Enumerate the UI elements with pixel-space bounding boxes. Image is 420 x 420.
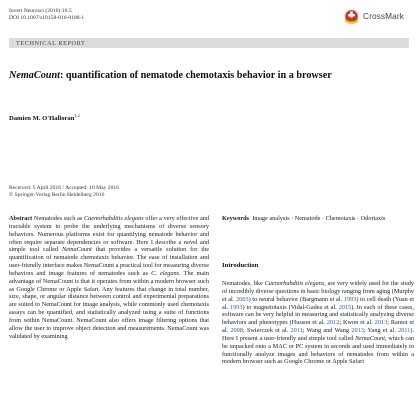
abstract-text: that provides a versatile solution for the quantification of nematode chemotaxis behavior. The ease of installation and user-friendly interface makes NemaCount a practical tool for measuring diverse behaviors and image features of nematodes such as — [9, 246, 209, 277]
intro-text: ). In each of these cases, software can be very helpful in measuring and statistically analyzing diverse behaviors and phenotypes (Husson et al. — [222, 303, 414, 327]
intro-text: ; Swierczek et al. — [242, 327, 291, 335]
title-app-name: NemaCount — [9, 70, 60, 81]
keywords-section — [222, 215, 412, 223]
journal-citation — [9, 8, 84, 22]
intro-text: Nematodes, like — [222, 280, 265, 287]
abstract-species: Caenorhabditis elegans — [84, 215, 144, 222]
received-accepted-dates: Received: 5 April 2016 / Accepted: 10 May 2016 — [9, 185, 119, 191]
citation-link[interactable]: 2013 — [374, 319, 388, 327]
citation-link[interactable]: 2008 — [230, 327, 243, 335]
report-type-label: TECHNICAL REPORT — [16, 39, 86, 47]
copyright-line: © Springer-Verlag Berlin Heidelberg 2016 — [9, 192, 105, 198]
citation-link[interactable]: 1993 — [343, 295, 357, 303]
abstract-section — [9, 215, 209, 341]
crossmark-label: CrossMark — [363, 11, 405, 21]
intro-text: ; Kwon et al. — [339, 319, 375, 327]
doi-line: DOI 10.1007/s10158-016-0188-1 — [9, 15, 85, 22]
introduction-paragraph — [222, 280, 414, 366]
report-type-bar — [9, 38, 409, 48]
crossmark-icon — [343, 8, 360, 25]
intro-text: ; Wang and Wang — [302, 327, 352, 335]
crossmark-badge[interactable] — [343, 8, 413, 26]
citation-link[interactable]: 2003 — [236, 295, 249, 303]
intro-text: ) to neural behavior (Bargmann et al. — [248, 295, 344, 303]
abstract-species: C. elegans — [151, 269, 180, 277]
author-affiliations: 1,2 — [74, 113, 80, 118]
citation-link[interactable]: 1993 — [230, 303, 243, 311]
keywords-label: Keywords — [222, 215, 250, 222]
citation-link[interactable]: 2015 — [338, 303, 352, 311]
abstract-text: Nematodes such as — [34, 215, 85, 222]
abstract-paragraph — [9, 215, 209, 341]
citation-link[interactable]: 2013 — [351, 327, 364, 335]
keywords-list: Image analysis · Nematode · Chemotaxis · Odortaxis — [252, 215, 386, 222]
received-dates-block — [9, 185, 119, 199]
intro-text: , are very widely used for the study of incredibly diverse questions in basic biology ranging from aging (Murphy et al. — [222, 280, 414, 303]
abstract-app-name: NemaCount — [61, 246, 92, 254]
author-name: Damien M. O'Halloran — [9, 115, 75, 123]
intro-text: ; Yang et al. — [363, 327, 399, 335]
intro-text: ) to magnetotaxis (Vidal-Gadea et al. — [242, 303, 339, 311]
citation-link[interactable]: 2012 — [326, 319, 340, 327]
intro-text: ) to cell death (Yuan et al. — [222, 295, 414, 311]
abstract-label: Abstract — [9, 215, 33, 222]
intro-text: ). Here I present a user-friendly and simple tool called — [222, 327, 415, 342]
paper-title — [9, 70, 419, 82]
introduction-heading: Introduction — [222, 262, 259, 269]
intro-app-name: NemaCount — [355, 334, 386, 342]
title-rest: : quantification of nematode chemotaxis behavior in a browser — [59, 70, 332, 81]
intro-text: ; Ramot et al. — [222, 319, 414, 335]
citation-link[interactable]: 2011 — [398, 327, 411, 335]
abstract-text: . The main advantage of NemaCount is that it operates from within a modern browser such as Google Chrome or Apple Safari. Any features that change in total number, size, shape, or angular distance between control and experimental preparations are suited to NemaCount for image analysis, while commonly used chemotaxis assays can be quantified, and statistically analyzed using a suite of functions from within NemaCount. NemaCount also offers image filtering options that allow the user to improve object detection and measurements. NemaCount was validated by examining — [9, 269, 210, 340]
abstract-text: offer a very effective and tractable system to probe the underlying mechanisms of diverse sensory behaviors. Numerous platforms exist for quantifying nematode behavior and often require separate dependencies or software. Here I describe a novel and simple tool called — [9, 215, 210, 254]
introduction-section — [222, 280, 414, 366]
author-line[interactable] — [9, 113, 80, 122]
intro-species: Caenorhabditis elegans — [264, 280, 325, 287]
journal-line: Invert Neurosci (2016):16:5 — [9, 8, 72, 14]
citation-link[interactable]: 2011 — [290, 327, 303, 335]
intro-text: , which can be unpacked onto a MAC or PC system in seconds and used immediately to functionally analyze images and behaviors of nematodes from within a modern browser such as Google Chrome or Apple Safari — [222, 334, 414, 366]
